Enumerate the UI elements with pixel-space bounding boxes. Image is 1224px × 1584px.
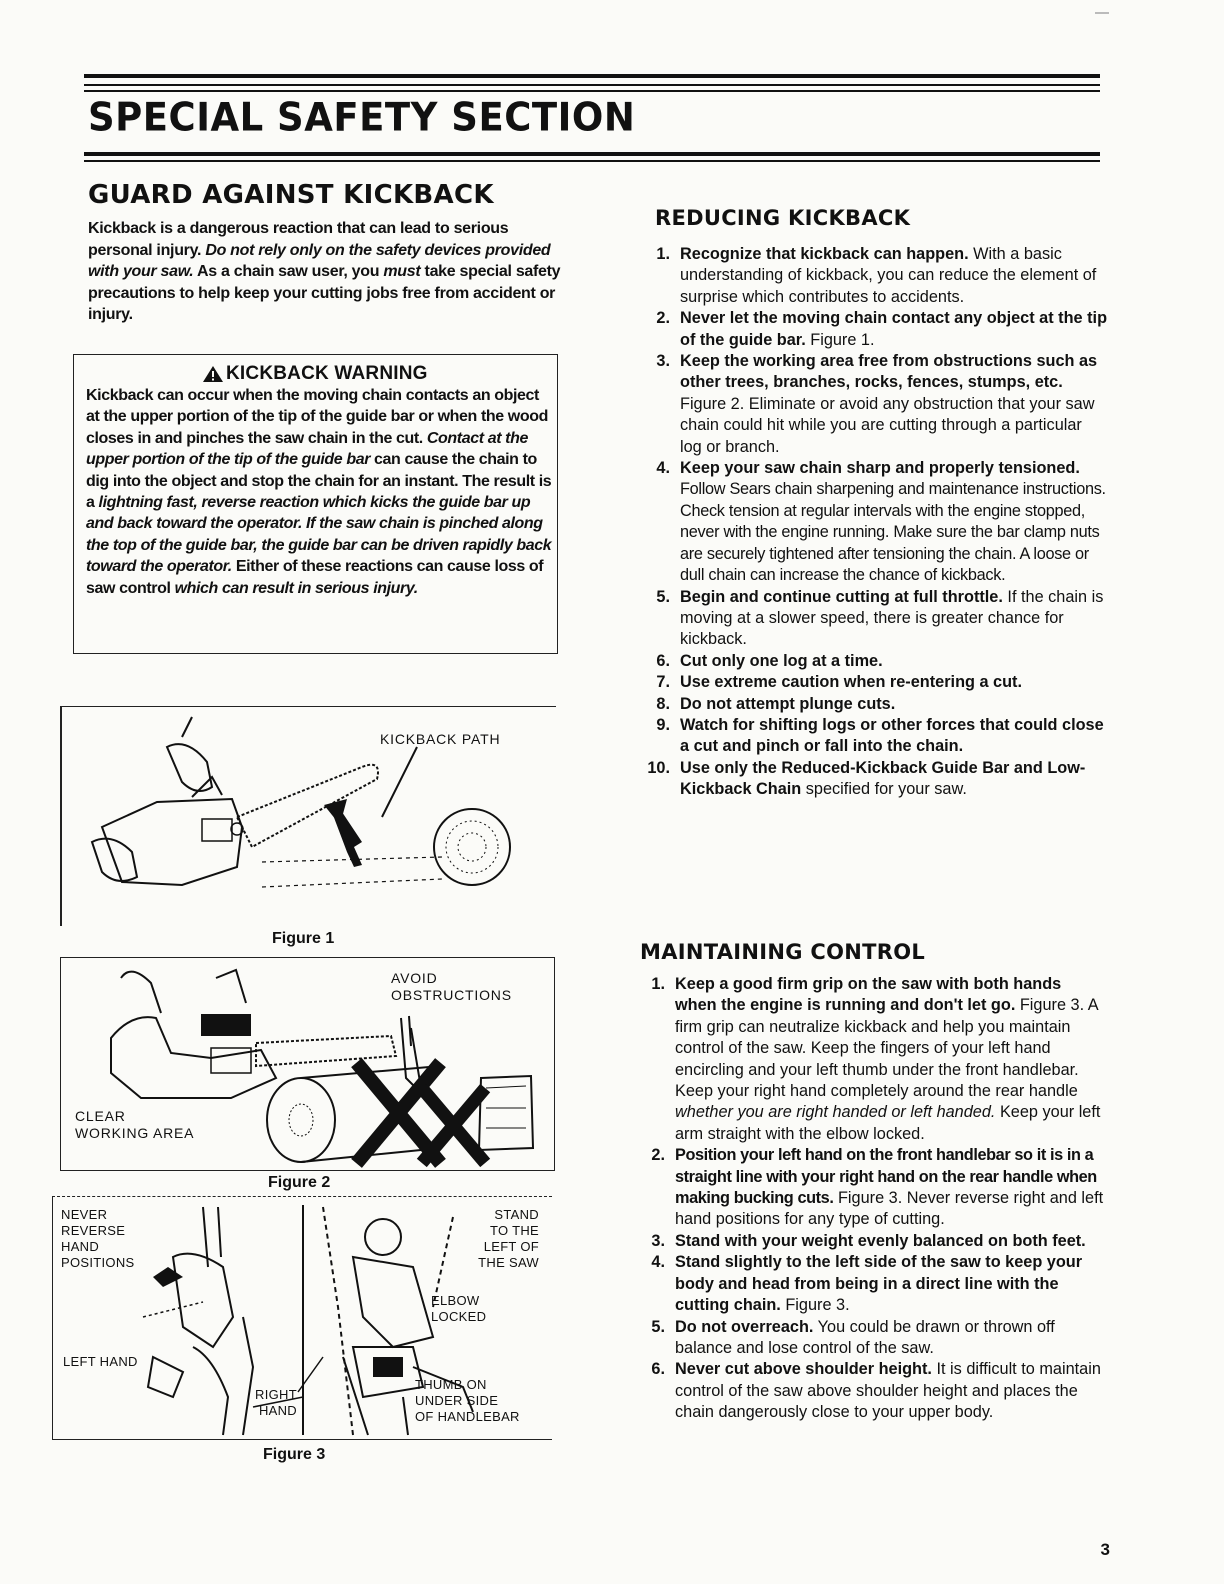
- figure-1-caption: Figure 1: [272, 930, 335, 947]
- reducing-item: 3 . Keep the working area free from obstructions such as other trees, branches, rocks, fences, stumps, etc. Figure 2. Eliminate or avoid any obstruction that your saw chain could hit while you are cutting through a particular log or branch.: [648, 351, 1108, 458]
- title-underline: [84, 152, 1100, 156]
- guard-intro-4: must: [383, 263, 421, 280]
- guard-intro-1: Kickback is a dangerous reaction that can lead to serious personal injury.: [88, 220, 509, 259]
- warning-t4: lightning fast, reverse reaction which kicks the guide bar up and back toward the operator. If the saw chain is pinched along the top of the guide bar, the guide bar can be driven rapidly back toward the operator.: [86, 494, 552, 576]
- maintaining-item: 5 . Do not overreach. You could be drawn or thrown off balance and lose control of the saw.: [643, 1317, 1105, 1360]
- label-thumb-on-underside: THUMB ON UNDER SIDE OF HANDLEBAR: [415, 1377, 520, 1424]
- maintaining-list: [643, 974, 1105, 1424]
- figure-3: [52, 1196, 552, 1440]
- maintaining-item: 2 . Position your left hand on the front handlebar so it is in a straight line with your right hand on the rear handle when making bucking cuts. Figure 3. Never reverse right and left hand positions for any type of cutting.: [643, 1145, 1105, 1231]
- label-avoid-obstructions: AVOID OBSTRUCTIONS: [391, 970, 512, 1003]
- reducing-item: 10 . Use only the Reduced-Kickback Guide Bar and Low-Kickback Chain specified for your saw.: [648, 758, 1108, 801]
- warning-t5: Either of these reactions can cause loss of saw control: [86, 558, 544, 597]
- label-stand-left: STAND TO THE LEFT OF THE SAW: [478, 1207, 539, 1270]
- label-elbow-locked: ELBOW LOCKED: [431, 1293, 487, 1324]
- reducing-item: 8 . Do not attempt plunge cuts.: [648, 694, 1108, 715]
- label-never-reverse: NEVER REVERSE HAND POSITIONS: [61, 1207, 135, 1270]
- guard-intro: [88, 218, 568, 326]
- warning-t1: Kickback can occur when the moving chain contacts an object at the upper portion of the tip of the guide bar or when the wood closes in and pinches the saw chain in the cut.: [86, 387, 548, 447]
- maintaining-item: 4 . Stand slightly to the left side of the saw to keep your body and head from being in a direct line with the cutting chain. Figure 3.: [643, 1252, 1105, 1316]
- warning-t6: which can result in serious injury.: [174, 579, 418, 597]
- title-underline-thin: [84, 160, 1100, 162]
- label-right-hand: RIGHT HAND: [255, 1387, 297, 1418]
- top-rule-thick: [84, 74, 1100, 78]
- page-title: SPECIAL SAFETY SECTION: [88, 94, 636, 141]
- scan-mark: [1095, 12, 1109, 14]
- warning-t2: Contact at the upper portion of the tip of the guide bar: [86, 429, 528, 469]
- warning-triangle-icon: [202, 365, 224, 383]
- guard-heading: GUARD AGAINST KICKBACK: [88, 180, 494, 210]
- reducing-item: 1 . Recognize that kickback can happen. With a basic understanding of kickback, you can reduce the element of surprise which contributes to accidents.: [648, 244, 1108, 308]
- top-rule-thin-2: [84, 90, 1100, 92]
- page-number: 3: [1100, 1540, 1110, 1559]
- maintaining-item: 1 . Keep a good firm grip on the saw with both hands when the engine is running and don't let go. Figure 3. A firm grip can neutralize kickback and help you maintain control of the saw. Keep the fingers of your left hand encircling and your left thumb under the front handlebar. Keep your right hand completely around the rear handle whether you are right handed or left handed. Keep your left arm straight with the elbow locked.: [643, 974, 1105, 1145]
- figure-3-caption: Figure 3: [263, 1446, 326, 1463]
- reducing-item: 7 . Use extreme caution when re-entering a cut.: [648, 672, 1108, 693]
- reducing-item: 5 . Begin and continue cutting at full throttle. If the chain is moving at a slower speed, there is greater chance for kickback.: [648, 587, 1108, 651]
- reducing-item: 2 . Never let the moving chain contact any object at the tip of the guide bar. Figure 1.: [648, 308, 1108, 351]
- guard-intro-2: Do not rely only on the safety devices provided with your saw.: [88, 241, 551, 280]
- figure-2: [60, 957, 555, 1171]
- warning-title: [202, 363, 428, 385]
- warning-t3: can cause the chain to dig into the object and stop the chain for an instant. The result is a: [86, 451, 552, 512]
- reducing-item: 6 . Cut only one log at a time.: [648, 651, 1108, 672]
- warning-text: [86, 385, 552, 599]
- reducing-item: 4 . Keep your saw chain sharp and properly tensioned. Follow Sears chain sharpening and maintenance instructions. Check tension at regular intervals with the engine stopped, never with the engine running. Make sure the bar clamp nuts are securely tightened after tensioning the chain. A loose or dull chain can increase the chance of kickback.: [648, 458, 1108, 586]
- top-rule-thin: [84, 84, 1100, 86]
- guard-intro-5: take special safety precautions to help keep your cutting jobs free from accident or injury.: [88, 263, 561, 323]
- label-kickback-path: KICKBACK PATH: [380, 731, 501, 747]
- kickback-warning-box: [73, 354, 558, 654]
- reducing-item: 9 . Watch for shifting logs or other forces that could close a cut and pinch or fall into the chain.: [648, 715, 1108, 758]
- warning-title-text: KICKBACK WARNING: [226, 363, 428, 384]
- reducing-list: [648, 244, 1108, 801]
- maintaining-item: 6 . Never cut above shoulder height. It is difficult to maintain control of the saw above shoulder height and places the chain dangerously close to your upper body.: [643, 1359, 1105, 1423]
- reducing-heading: REDUCING KICKBACK: [655, 206, 911, 230]
- label-clear-working-area: CLEAR WORKING AREA: [75, 1108, 195, 1141]
- figure-1: [60, 706, 556, 926]
- guard-intro-3: As a chain saw user, you: [193, 263, 384, 280]
- maintaining-item: 3 . Stand with your weight evenly balanced on both feet.: [643, 1231, 1105, 1252]
- label-left-hand: LEFT HAND: [63, 1354, 138, 1369]
- figure-2-caption: Figure 2: [268, 1174, 331, 1191]
- maintaining-heading: MAINTAINING CONTROL: [640, 940, 926, 964]
